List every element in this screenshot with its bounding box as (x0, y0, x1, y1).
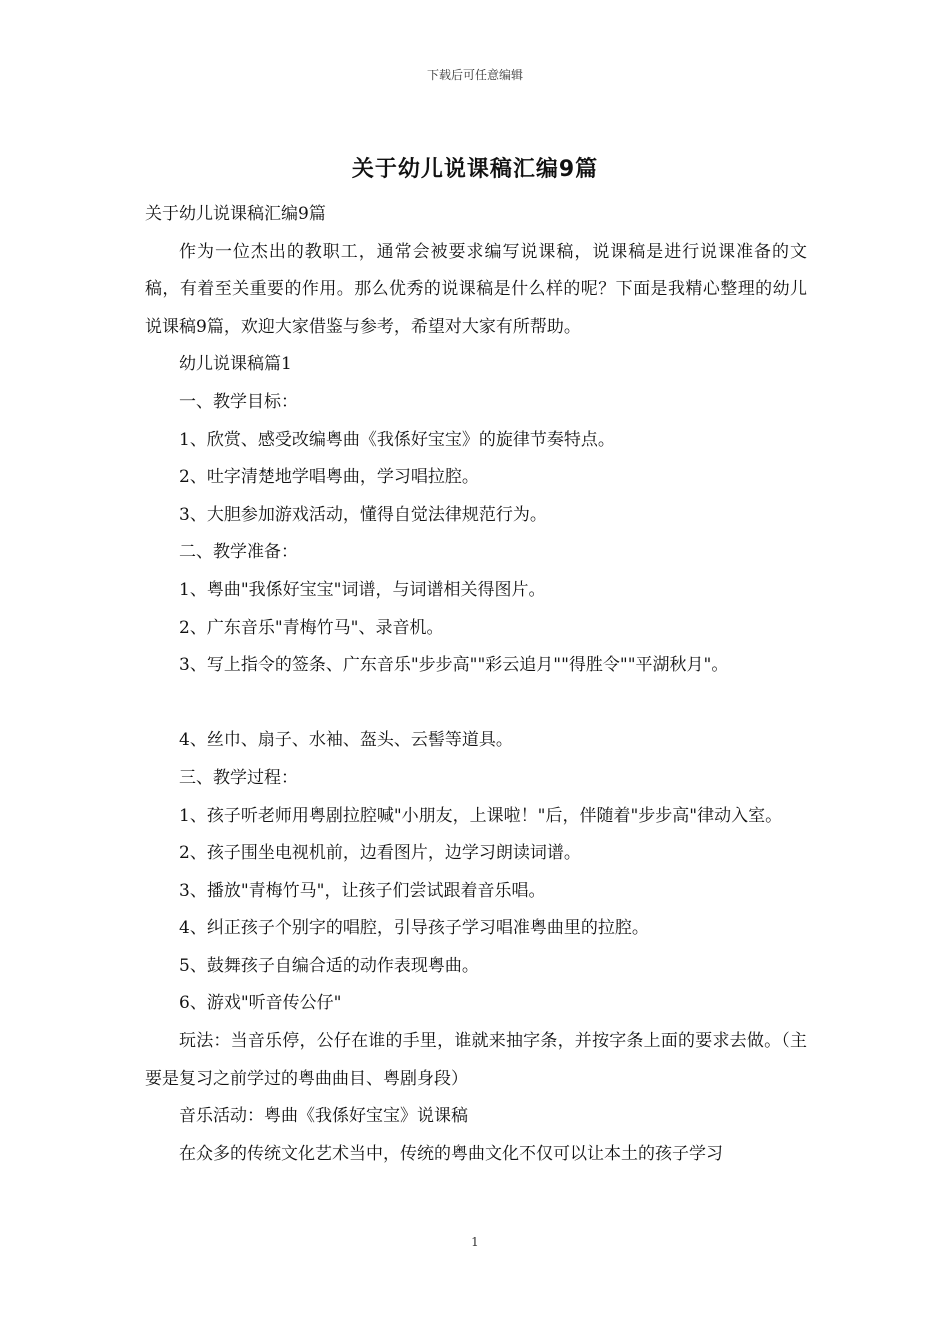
blank-line (145, 685, 807, 723)
list-item: 2、孩子围坐电视机前，边看图片，边学习朗读词谱。 (179, 843, 581, 864)
list-item: 1、欣赏、感受改编粤曲《我係好宝宝》的旋律节奏特点。 (179, 429, 615, 450)
document-body (145, 196, 807, 1173)
list-item: 2、吐字清楚地学唱粤曲，学习唱拉腔。 (179, 467, 479, 488)
list-item: 3、写上指令的签条、广东音乐"步步高""彩云追月""得胜令""平湖秋月"。 (179, 655, 729, 676)
paragraph: 在众多的传统文化艺术当中，传统的粤曲文化不仅可以让本土的孩子学习 (179, 1143, 723, 1164)
page-number: 1 (471, 1235, 479, 1249)
paragraph: 作为一位杰出的教职工，通常会被要求编写说课稿，说课稿是进行说课准备的文稿，有着至关重要的作用。那么优秀的说课稿是什么样的呢？下面是我精心整理的幼儿说课稿9篇，欢迎大家借鉴与参考，希望对大家有所帮助。 (145, 241, 807, 337)
document-title: 关于幼儿说课稿汇编9篇 (351, 157, 599, 182)
list-item: 4、丝巾、扇子、水袖、盔头、云髻等道具。 (179, 730, 513, 751)
subsection-heading: 三、教学过程： (179, 767, 298, 788)
list-item: 2、广东音乐"青梅竹马"、录音机。 (179, 617, 444, 638)
paragraph: 玩法：当音乐停，公仔在谁的手里，谁就来抽字条，并按字条上面的要求去做。（主要是复习之前学过的粤曲曲目、粤剧身段） (145, 1031, 807, 1089)
list-item: 3、播放"青梅竹马"，让孩子们尝试跟着音乐唱。 (179, 880, 546, 901)
list-item: 4、纠正孩子个别字的唱腔，引导孩子学习唱准粤曲里的拉腔。 (179, 918, 649, 939)
header-note: 下载后可任意编辑 (426, 68, 523, 82)
paragraph: 关于幼儿说课稿汇编9篇 (145, 204, 326, 224)
section-heading: 幼儿说课稿篇1 (179, 354, 292, 375)
paragraph: 音乐活动：粤曲《我係好宝宝》说课稿 (179, 1106, 468, 1127)
list-item: 3、大胆参加游戏活动，懂得自觉法律规范行为。 (179, 504, 547, 525)
list-item: 5、鼓舞孩子自编合适的动作表现粤曲。 (179, 955, 479, 976)
subsection-heading: 二、教学准备： (179, 542, 298, 563)
list-item: 1、粤曲"我係好宝宝"词谱，与词谱相关得图片。 (179, 579, 546, 600)
subsection-heading: 一、教学目标： (179, 391, 298, 412)
list-item: 1、孩子听老师用粤剧拉腔喊"小朋友，上课啦！"后，伴随着"步步高"律动入室。 (179, 805, 783, 826)
list-item: 6、游戏"听音传公仔" (179, 993, 342, 1014)
